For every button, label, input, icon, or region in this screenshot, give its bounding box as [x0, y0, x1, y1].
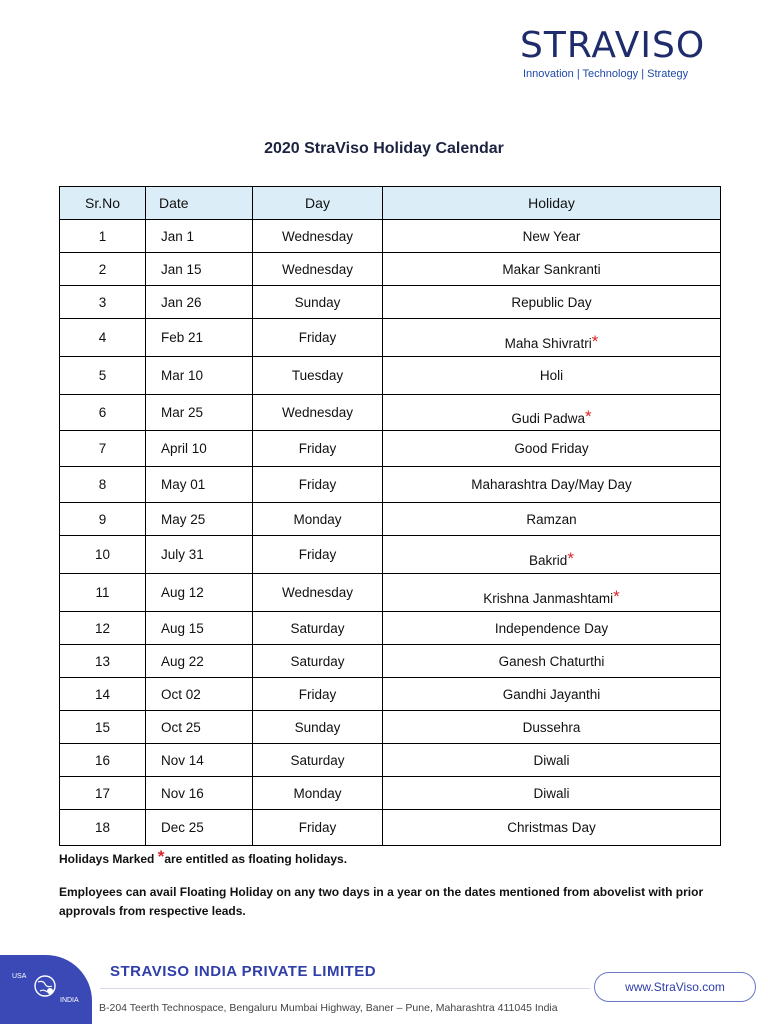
day-cell: Friday	[253, 431, 383, 467]
website-link[interactable]: www.StraViso.com	[594, 972, 756, 1002]
day-cell: Saturday	[253, 612, 383, 645]
globe-icon	[30, 971, 60, 1001]
holiday-cell	[383, 711, 721, 744]
srno-cell: 4	[60, 319, 146, 357]
day-cell: Friday	[253, 536, 383, 574]
holiday-name: Good Friday	[514, 441, 589, 456]
footer-divider	[100, 988, 590, 989]
holiday-cell	[383, 645, 721, 678]
floating-note-prefix: Holidays Marked	[59, 852, 158, 866]
holiday-cell	[383, 574, 721, 612]
srno-cell: 13	[60, 645, 146, 678]
holiday-name: Christmas Day	[507, 820, 596, 835]
header-day: Day	[253, 187, 383, 220]
holiday-name: Diwali	[533, 785, 570, 801]
table-row	[60, 777, 721, 810]
holiday-name: Maharashtra Day/May Day	[471, 477, 632, 492]
holiday-name: Ramzan	[526, 511, 577, 527]
table-row	[60, 503, 721, 536]
company-name: STRAVISO INDIA PRIVATE LIMITED	[110, 963, 377, 980]
srno-cell: 3	[60, 286, 146, 319]
floating-star-icon: *	[157, 847, 165, 866]
day-cell: Friday	[253, 319, 383, 357]
holiday-cell	[383, 678, 721, 711]
day-cell: Wednesday	[253, 253, 383, 286]
srno-cell: 12	[60, 612, 146, 645]
day-cell: Tuesday	[253, 357, 383, 395]
table-row	[60, 744, 721, 777]
srno-cell: 10	[60, 536, 146, 574]
day-cell: Friday	[253, 678, 383, 711]
header-srno: Sr.No	[60, 187, 146, 220]
day-cell: Sunday	[253, 286, 383, 319]
table-row	[60, 220, 721, 253]
day-cell: Friday	[253, 467, 383, 503]
date-cell: Nov 14	[146, 744, 253, 777]
day-cell: Wednesday	[253, 574, 383, 612]
srno-cell: 11	[60, 574, 146, 612]
srno-cell: 6	[60, 395, 146, 431]
holiday-cell	[383, 357, 721, 395]
date-cell: July 31	[146, 536, 253, 574]
table-row	[60, 536, 721, 574]
holiday-name: Maha Shivratri	[504, 336, 592, 351]
floating-star-icon: *	[613, 587, 620, 606]
location-badge	[0, 955, 92, 1024]
srno-cell: 15	[60, 711, 146, 744]
holiday-cell	[383, 319, 721, 357]
srno-cell: 16	[60, 744, 146, 777]
date-cell: Jan 15	[146, 253, 253, 286]
holiday-name: Dussehra	[522, 719, 581, 735]
floating-star-icon: *	[584, 407, 592, 426]
holiday-cell	[383, 536, 721, 574]
badge-india-label: INDIA	[60, 997, 79, 1004]
srno-cell: 9	[60, 503, 146, 536]
holiday-name: Krishna Janmashtami	[483, 591, 614, 606]
table-row	[60, 612, 721, 645]
table-row	[60, 645, 721, 678]
table-header-row	[60, 187, 721, 220]
holiday-name: Makar Sankranti	[502, 261, 601, 277]
floating-star-icon: *	[591, 332, 599, 351]
table-row	[60, 810, 721, 846]
holiday-cell	[383, 431, 721, 467]
table-row	[60, 357, 721, 395]
srno-cell: 7	[60, 431, 146, 467]
table-row	[60, 574, 721, 612]
table-row	[60, 395, 721, 431]
srno-cell: 1	[60, 220, 146, 253]
floating-note	[59, 847, 348, 866]
holiday-name: Ganesh Chaturthi	[498, 653, 605, 669]
date-cell: Aug 22	[146, 645, 253, 678]
date-cell: Oct 25	[146, 711, 253, 744]
logo-tagline: Innovation | Technology | Strategy	[523, 68, 689, 80]
table-row	[60, 678, 721, 711]
date-cell: Jan 26	[146, 286, 253, 319]
date-cell: Dec 25	[146, 810, 253, 846]
company-logo	[520, 26, 710, 80]
holiday-cell	[383, 467, 721, 503]
date-cell: Mar 25	[146, 395, 253, 431]
page-title: 2020 StraViso Holiday Calendar	[264, 140, 504, 157]
holiday-cell	[383, 253, 721, 286]
date-cell: Oct 02	[146, 678, 253, 711]
date-cell: April 10	[146, 431, 253, 467]
srno-cell: 17	[60, 777, 146, 810]
holiday-cell	[383, 777, 721, 810]
date-cell: Aug 12	[146, 574, 253, 612]
table-row	[60, 319, 721, 357]
day-cell: Sunday	[253, 711, 383, 744]
holiday-cell	[383, 612, 721, 645]
table-row	[60, 253, 721, 286]
date-cell: Jan 1	[146, 220, 253, 253]
holiday-name: Bakrid	[529, 553, 568, 568]
date-cell: Aug 15	[146, 612, 253, 645]
table-row	[60, 431, 721, 467]
policy-note: Employees can avail Floating Holiday on any two days in a year on the dates mentioned from abovelist with prior approvals from respective leads.	[59, 885, 704, 918]
date-cell: Feb 21	[146, 319, 253, 357]
srno-cell: 2	[60, 253, 146, 286]
day-cell: Monday	[253, 503, 383, 536]
srno-cell: 8	[60, 467, 146, 503]
holiday-name: Diwali	[533, 752, 570, 768]
holiday-rows	[60, 220, 721, 846]
company-address: B-204 Teerth Technospace, Bengaluru Mumbai Highway, Baner – Pune, Maharashtra 411045 India	[99, 1002, 558, 1014]
holiday-cell	[383, 744, 721, 777]
table-row	[60, 286, 721, 319]
srno-cell: 5	[60, 357, 146, 395]
date-cell: May 25	[146, 503, 253, 536]
table-row	[60, 711, 721, 744]
floating-note-suffix: are entitled as floating holidays.	[164, 852, 348, 866]
holiday-name: Holi	[539, 368, 564, 383]
holiday-name: Gudi Padwa	[511, 411, 585, 426]
holiday-name: New Year	[522, 228, 581, 244]
date-cell: Nov 16	[146, 777, 253, 810]
day-cell: Wednesday	[253, 220, 383, 253]
day-cell: Monday	[253, 777, 383, 810]
holiday-name: Gandhi Jayanthi	[502, 686, 601, 702]
srno-cell: 18	[60, 810, 146, 846]
day-cell: Saturday	[253, 744, 383, 777]
day-cell: Saturday	[253, 645, 383, 678]
holiday-cell	[383, 395, 721, 431]
holiday-name: Independence Day	[494, 620, 609, 636]
holiday-cell	[383, 220, 721, 253]
table-row	[60, 467, 721, 503]
header-holiday: Holiday	[383, 187, 721, 220]
holiday-cell	[383, 286, 721, 319]
logo-wordmark: STRAVISO	[520, 25, 706, 66]
date-cell: Mar 10	[146, 357, 253, 395]
badge-usa-label: USA	[12, 973, 27, 980]
day-cell: Wednesday	[253, 395, 383, 431]
srno-cell: 14	[60, 678, 146, 711]
holiday-name: Republic Day	[511, 294, 592, 310]
floating-star-icon: *	[567, 549, 574, 568]
holiday-table	[59, 186, 721, 846]
day-cell: Friday	[253, 810, 383, 846]
holiday-cell	[383, 810, 721, 846]
date-cell: May 01	[146, 467, 253, 503]
header-date: Date	[146, 187, 253, 220]
holiday-cell	[383, 503, 721, 536]
